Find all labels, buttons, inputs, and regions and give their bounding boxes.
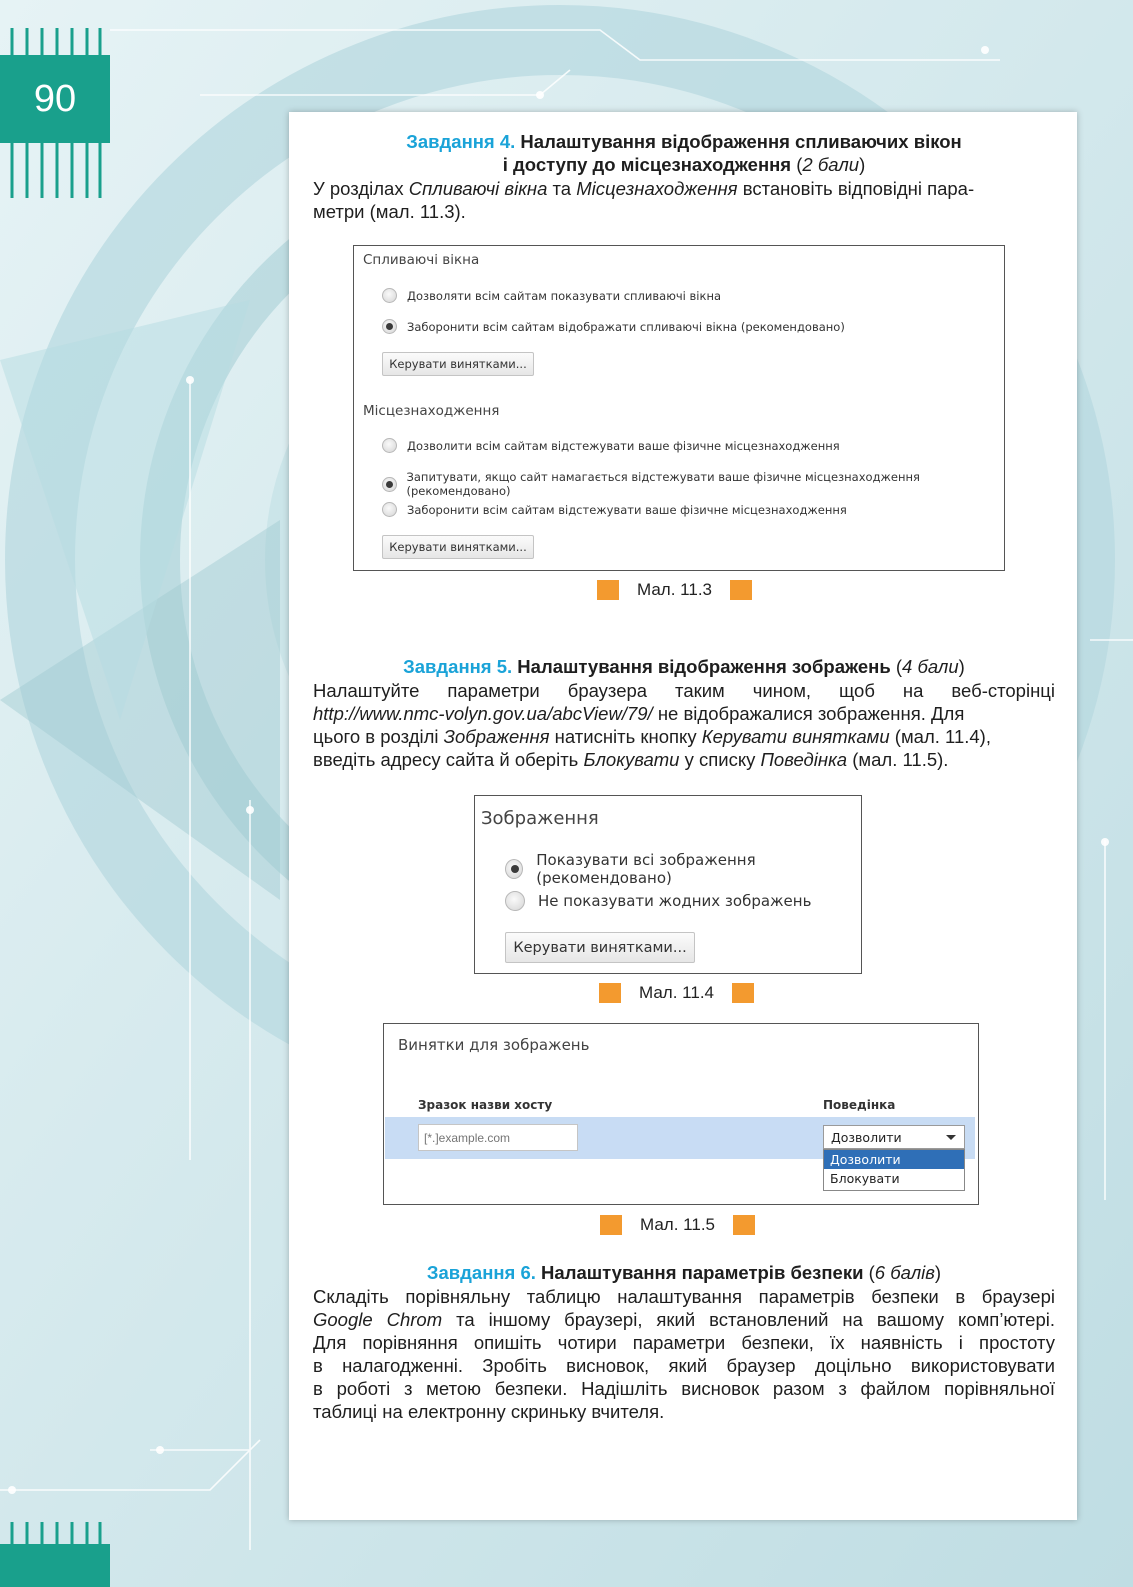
task5-heading	[313, 655, 1055, 678]
radio-selected-icon[interactable]	[505, 859, 523, 879]
page-sheet	[289, 112, 1077, 1520]
caption-text: Мал. 11.4	[639, 983, 714, 1002]
paren-close: )	[859, 154, 866, 175]
behavior-dropdown-list	[823, 1149, 965, 1191]
task5-label: Завдання 5.	[403, 656, 513, 677]
caption-text: Мал. 11.3	[637, 580, 712, 599]
site-url: http://www.nmc-volyn.gov.ua/abcView/79/	[313, 703, 653, 724]
location-manage-exceptions-button[interactable]: Керувати винятками...	[382, 535, 534, 559]
behavior-select[interactable]	[823, 1125, 965, 1149]
image-exceptions-dialog	[383, 1023, 979, 1205]
dropdown-option-allow[interactable]: Дозволити	[824, 1150, 964, 1169]
text-run: (мал. 11.5).	[847, 749, 949, 770]
task6-body	[313, 1285, 1055, 1423]
images-show-none-label: Не показувати жодних зображень	[538, 892, 812, 910]
task6-points: 6 балів	[874, 1262, 935, 1283]
radio-unselected-icon[interactable]	[382, 288, 397, 303]
text-run: встановіть відповідні пара-	[737, 178, 975, 199]
images-settings	[474, 795, 862, 974]
text-run: не відображалися зображення. Для	[652, 703, 965, 724]
dropdown-option-block[interactable]: Блокувати	[830, 1171, 900, 1186]
images-manage-exceptions-button[interactable]: Керувати винятками...	[505, 932, 695, 963]
text-run: метри (мал. 11.3).	[313, 201, 466, 222]
location-allow-label: Дозволити всім сайтам відстежувати ваше фізичне місцезнаходження	[407, 438, 840, 453]
caption-marker-icon	[733, 1215, 755, 1235]
paren-open: (	[863, 1262, 875, 1283]
fig11-3-caption	[597, 580, 752, 600]
text-run: натисніть кнопку	[549, 726, 702, 747]
text-line: Для порівняння опишіть чотири параметри безпеки, їх наявність і простоту	[313, 1332, 1055, 1353]
text-run: Зображення	[443, 726, 550, 747]
task5-points: 4 бали	[902, 656, 959, 677]
images-show-all-option[interactable]	[505, 851, 861, 887]
browser-name: Google Chrom	[313, 1309, 443, 1330]
popups-block-label: Заборонити всім сайтам відображати спливаючі вікна (рекомендовано)	[407, 319, 845, 334]
text-run: Поведінка	[760, 749, 848, 770]
location-ask-label: Запитувати, якщо сайт намагається відстежувати ваше фізичне місцезнаходження (рекомендовано)	[406, 470, 920, 498]
caption-marker-icon	[600, 1215, 622, 1235]
host-column-header: Зразок назви хосту	[418, 1098, 553, 1112]
paren-open: (	[890, 656, 903, 677]
task4-title-line2: і доступу до місцезнаходження	[502, 154, 792, 175]
text-line: Налаштуйте параметри браузера таким чином, щоб на веб-сторінці	[313, 680, 1055, 701]
caption-marker-icon	[599, 983, 621, 1003]
popups-manage-exceptions-button[interactable]: Керувати винятками...	[382, 352, 534, 376]
page-number: 90	[0, 55, 110, 143]
caption-marker-icon	[732, 983, 754, 1003]
text-line: в роботі з метою безпеки. Надішліть висновок разом з файлом порівняльної	[313, 1378, 1055, 1399]
images-section-title: Зображення	[481, 808, 599, 829]
behavior-column-header: Поведінка	[823, 1098, 896, 1112]
text-run: у списку	[679, 749, 761, 770]
radio-selected-icon[interactable]	[382, 319, 397, 334]
task4-heading	[313, 130, 1055, 176]
text-run: У розділах	[313, 178, 409, 199]
task5-body	[313, 679, 1055, 771]
text-run: (мал. 11.4),	[889, 726, 991, 747]
radio-selected-icon[interactable]	[382, 477, 397, 492]
text-run: введіть адресу сайта й оберіть	[313, 749, 584, 770]
text-run: Місцезнаходження	[576, 178, 738, 199]
chevron-down-icon[interactable]	[946, 1135, 956, 1140]
location-allow-option[interactable]	[382, 438, 840, 453]
radio-unselected-icon[interactable]	[382, 438, 397, 453]
caption-marker-icon	[730, 580, 752, 600]
fig11-4-caption	[599, 983, 754, 1003]
task4-points: 2 бали	[802, 154, 860, 175]
text-run: та іншому браузері, який встановлений на вашому комп’ютері.	[442, 1309, 1055, 1330]
location-section-title: Місцезнаходження	[363, 403, 500, 419]
task4-label: Завдання 4.	[406, 131, 516, 152]
popups-section-title: Спливаючі вікна	[363, 252, 480, 268]
paren-close: )	[958, 656, 965, 677]
behavior-select-value: Дозволити	[831, 1129, 902, 1145]
task5-title: Налаштування відображення зображень	[517, 656, 891, 677]
location-block-option[interactable]	[382, 502, 847, 517]
images-show-all-label: Показувати всі зображення (рекомендовано)	[536, 851, 756, 887]
radio-unselected-icon[interactable]	[382, 502, 397, 517]
text-run: Блокувати	[583, 749, 680, 770]
text-run: Керувати винятками	[701, 726, 890, 747]
host-pattern-input[interactable]	[418, 1124, 578, 1151]
fig11-5-caption	[600, 1215, 755, 1235]
exceptions-dialog-title: Винятки для зображень	[398, 1036, 590, 1054]
location-ask-option[interactable]	[382, 470, 1004, 498]
text-line: таблиці на електронну скриньку вчителя.	[313, 1401, 665, 1422]
popups-allow-label: Дозволяти всім сайтам показувати спливаючі вікна	[407, 288, 722, 303]
task6-title: Налаштування параметрів безпеки	[541, 1262, 864, 1283]
paren-close: )	[934, 1262, 942, 1283]
popups-allow-option[interactable]	[382, 288, 721, 303]
text-run: та	[547, 178, 577, 199]
task4-title-line1: Налаштування відображення спливаючих вікон	[520, 131, 962, 152]
text-line: в налагодженні. Зробіть висновок, який браузер доцільно використовувати	[313, 1355, 1055, 1376]
popups-location-settings	[353, 245, 1005, 571]
task4-body	[313, 177, 1055, 223]
paren-open: (	[791, 154, 803, 175]
bottom-chip-decoration	[0, 1522, 110, 1587]
caption-text: Мал. 11.5	[640, 1215, 715, 1234]
location-block-label: Заборонити всім сайтам відстежувати ваше фізичне місцезнаходження	[407, 502, 847, 517]
images-show-none-option[interactable]	[505, 891, 811, 911]
text-run: цього в розділі	[313, 726, 444, 747]
text-run: Спливаючі вікна	[408, 178, 548, 199]
caption-marker-icon	[597, 580, 619, 600]
popups-block-option[interactable]	[382, 319, 845, 334]
task6-heading	[313, 1261, 1055, 1284]
task6-label: Завдання 6.	[426, 1262, 536, 1283]
text-line: Складіть порівняльну таблицю налаштування параметрів безпеки в браузері	[313, 1286, 1055, 1307]
radio-unselected-icon[interactable]	[505, 891, 525, 911]
